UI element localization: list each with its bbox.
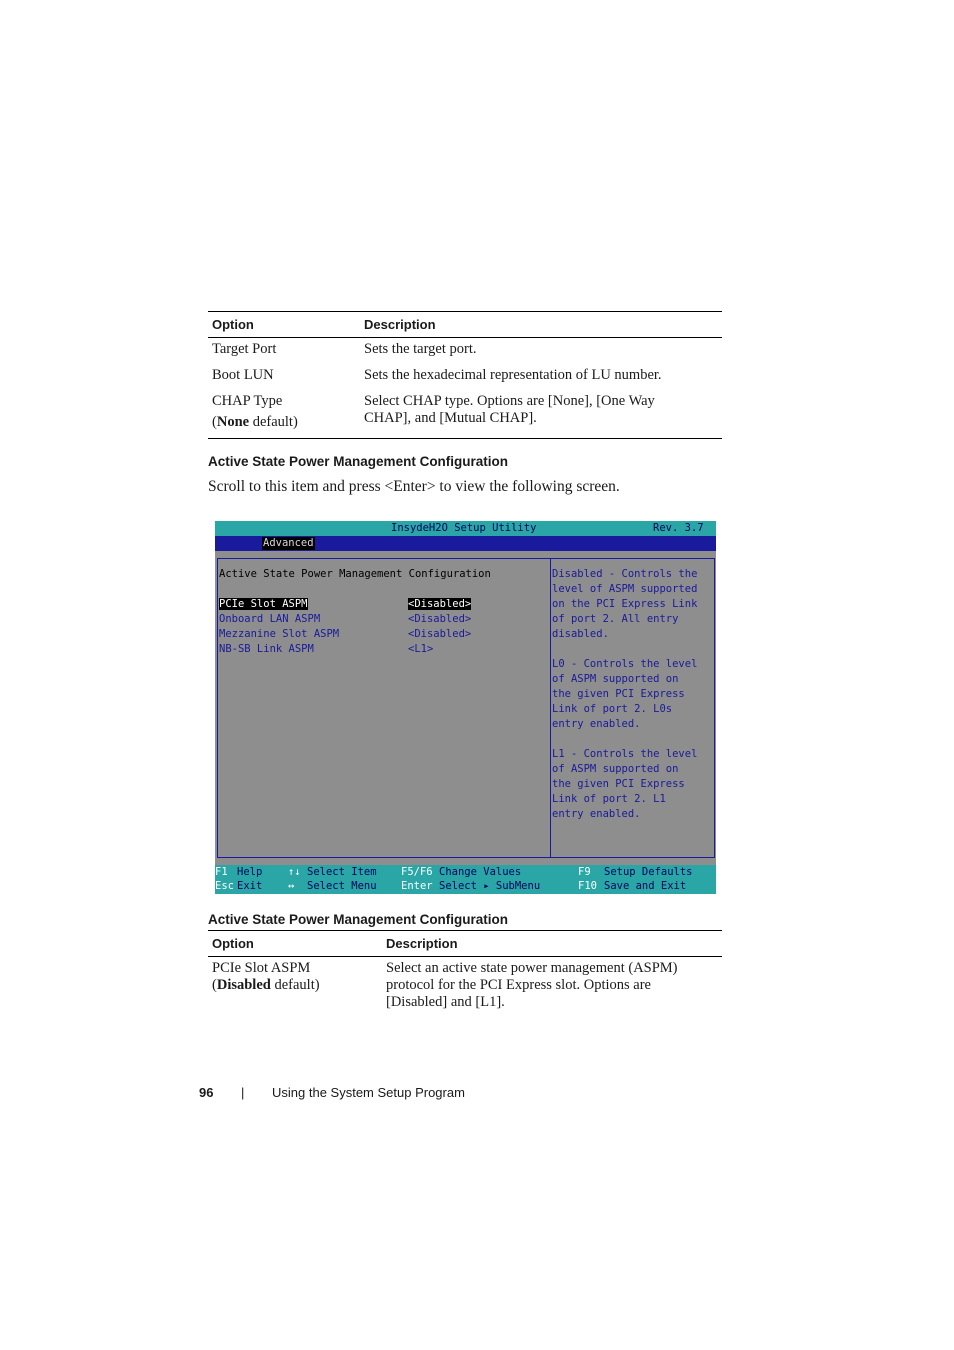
description-line: [Disabled] and [L1]. — [386, 994, 505, 1010]
option-cell: Boot LUN — [212, 367, 274, 383]
table-row — [208, 393, 722, 434]
description-line: Select an active state power management (ASPM) — [386, 960, 678, 976]
help-line: of ASPM supported on — [552, 763, 679, 775]
chapter-title: Using the System Setup Program — [272, 1085, 465, 1100]
default-value: None — [216, 414, 250, 430]
description-cell — [364, 393, 655, 434]
key-esc-desc: Exit — [237, 880, 263, 892]
panel-title: Active State Power Management Configuration — [219, 568, 491, 580]
help-line: entry enabled. — [552, 808, 641, 820]
default-value: Disabled — [216, 977, 271, 993]
help-line: the given PCI Express — [552, 778, 685, 790]
header-option: Option — [212, 317, 254, 332]
help-line: Disabled - Controls the — [552, 568, 698, 580]
bios-key-legend — [215, 865, 716, 894]
help-line: the given PCI Express — [552, 688, 685, 700]
default-suffix: default) — [249, 414, 298, 430]
key-f10-desc: Save and Exit — [604, 880, 687, 892]
key-f10: F10 — [578, 880, 597, 892]
description-line: protocol for the PCI Express slot. Options are — [386, 977, 651, 993]
footer-separator: | — [241, 1085, 245, 1100]
figure-caption: Active State Power Management Configuration — [208, 912, 509, 927]
intro-paragraph: Scroll to this item and press <Enter> to view the following screen. — [208, 478, 620, 495]
help-line: Link of port 2. L0s — [552, 703, 673, 715]
option-default: (None default) — [212, 414, 298, 430]
key-enter-desc: Select ▸ SubMenu — [439, 880, 541, 892]
bios-menu-bar — [215, 536, 716, 551]
key-up-down: ↑↓ — [288, 866, 301, 878]
table-header — [208, 312, 722, 338]
help-line: level of ASPM supported — [552, 583, 698, 595]
section-heading: Active State Power Management Configuration — [208, 454, 509, 469]
default-suffix: default) — [270, 977, 320, 993]
help-line: L0 - Controls the level — [552, 658, 698, 670]
bios-value-onboard-lan-aspm[interactable]: <Disabled> — [408, 613, 472, 625]
bios-value-nb-sb-link-aspm[interactable]: <L1> — [408, 643, 434, 655]
option-table-top — [208, 311, 722, 439]
bios-settings-panel — [217, 558, 551, 858]
description-cell: Sets the target port. — [364, 341, 477, 357]
key-esc: Esc — [215, 880, 234, 892]
tab-advanced[interactable]: Advanced — [263, 537, 314, 549]
option-cell: PCIe Slot ASPM (Disabled default) — [212, 960, 320, 993]
description-cell — [386, 960, 678, 1011]
option-name: PCIe Slot ASPM — [212, 960, 311, 976]
bios-item-mezzanine-slot-aspm[interactable]: Mezzanine Slot ASPM — [219, 628, 340, 640]
header-description: Description — [386, 936, 458, 951]
help-line: L1 - Controls the level — [552, 748, 698, 760]
bios-item-pcie-slot-aspm[interactable] — [219, 597, 308, 612]
key-f9-desc: Setup Defaults — [604, 866, 693, 878]
table-header — [208, 931, 722, 957]
key-f9: F9 — [578, 866, 591, 878]
help-line: disabled. — [552, 628, 609, 640]
key-enter: Enter — [401, 880, 433, 892]
help-line: entry enabled. — [552, 718, 641, 730]
description-line: Select CHAP type. Options are [None], [One Way — [364, 393, 655, 409]
bios-item-nb-sb-link-aspm[interactable]: NB-SB Link ASPM — [219, 643, 314, 655]
bios-title-bar — [215, 521, 716, 536]
table-row — [208, 341, 722, 367]
bios-value-mezzanine-slot-aspm[interactable]: <Disabled> — [408, 628, 472, 640]
key-left-right-desc: Select Menu — [307, 880, 377, 892]
item-label: PCIe Slot ASPM — [219, 598, 308, 610]
bios-help-panel — [550, 558, 715, 858]
description-line: CHAP], and [Mutual CHAP]. — [364, 410, 537, 426]
description-cell: Sets the hexadecimal representation of LU number. — [364, 367, 662, 383]
bios-screenshot — [215, 521, 716, 894]
header-option: Option — [212, 936, 254, 951]
key-left-right: ↔ — [288, 880, 295, 892]
bios-utility-title: InsydeH2O Setup Utility — [391, 522, 537, 534]
option-table-bottom — [208, 930, 722, 1011]
item-value: <Disabled> — [408, 598, 472, 610]
key-up-down-desc: Select Item — [307, 866, 377, 878]
table-row — [208, 960, 722, 1011]
help-line: Link of port 2. L1 — [552, 793, 666, 805]
bios-item-onboard-lan-aspm[interactable]: Onboard LAN ASPM — [219, 613, 321, 625]
page-number: 96 — [199, 1085, 214, 1100]
bios-value-pcie-slot-aspm[interactable] — [408, 597, 471, 612]
option-cell: Target Port — [212, 341, 277, 357]
key-f5-f6: F5/F6 — [401, 866, 433, 878]
help-line: on the PCI Express Link — [552, 598, 698, 610]
help-line: of ASPM supported on — [552, 673, 679, 685]
header-description: Description — [364, 317, 436, 332]
option-name: CHAP Type — [212, 393, 283, 409]
key-f1-desc: Help — [237, 866, 263, 878]
table-row — [208, 367, 722, 393]
option-cell — [208, 393, 364, 434]
bios-revision: Rev. 3.7 — [653, 522, 704, 534]
key-f1: F1 — [215, 866, 228, 878]
help-line: of port 2. All entry — [552, 613, 679, 625]
key-f5-f6-desc: Change Values — [439, 866, 522, 878]
